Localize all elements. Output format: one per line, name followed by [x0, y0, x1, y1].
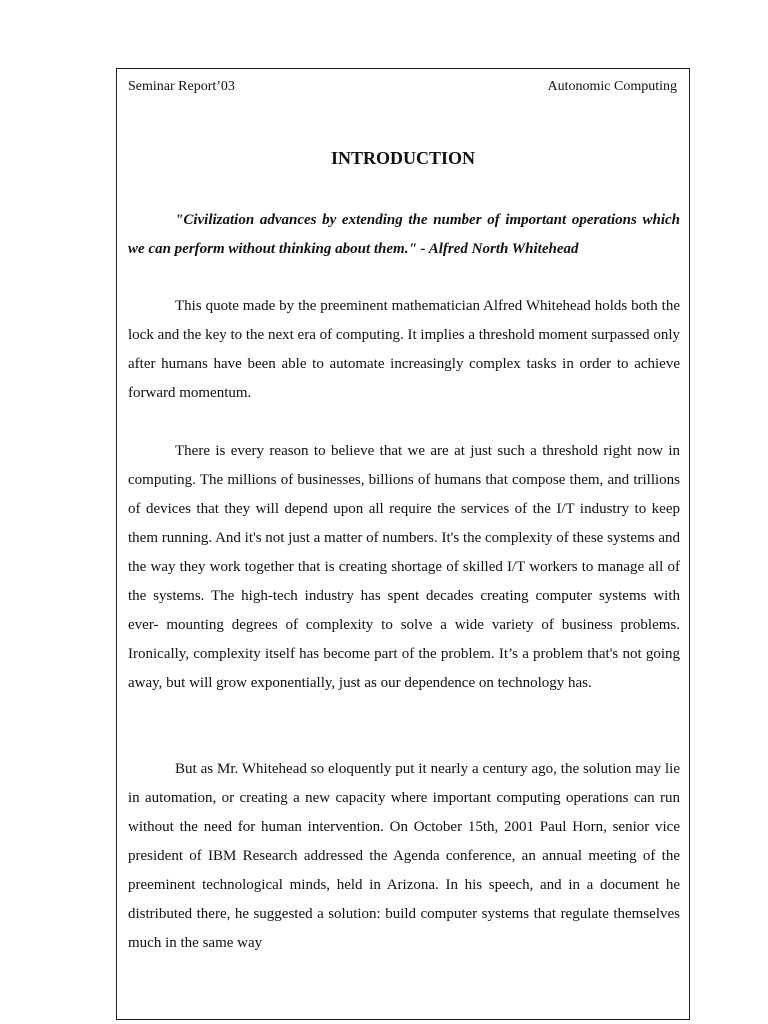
header-topic-label: Autonomic Computing	[547, 79, 677, 94]
paragraph-2: There is every reason to believe that we are at just such a threshold right now in computing. The millions of businesses, billions of humans that compose them, and trillions of devices that they will depend upon all require the services of the I/T industry to keep them running. And it's not just a matter of numbers. It's the complexity of these systems and the way they work together that is creating shortage of skilled I/T workers to manage all of the systems. The high-tech industry has spent decades creating computer systems with ever- mounting degrees of complexity to solve a wide variety of business problems. Ironically, complexity itself has become part of the problem. It’s a problem that's not going away, but will grow exponentially, just as our dependence on technology has.	[128, 443, 680, 691]
paragraph-3: But as Mr. Whitehead so eloquently put it nearly a century ago, the solution may lie in automation, or creating a new capacity where important computing operations can run without the need for human intervention. On October 15th, 2001 Paul Horn, senior vice president of IBM Research addressed the Agenda conference, an annual meeting of the preeminent technological minds, held in Arizona. In his speech, and in a document he distributed there, he suggested a solution: build computer systems that regulate themselves much in the same way	[128, 761, 680, 951]
section-title: INTRODUCTION	[330, 148, 476, 168]
paragraph-1: This quote made by the preeminent mathematician Alfred Whitehead holds both the lock and the key to the next era of computing. It implies a threshold moment surpassed only after humans have been able to automate increasingly complex tasks in order to achieve forward momentum.	[128, 298, 680, 401]
header-report-label: Seminar Report’03	[128, 79, 235, 94]
epigraph-quote: "Civilization advances by extending the number of important operations which we can perform without thinking about them." - Alfred North Whitehead	[128, 212, 680, 257]
